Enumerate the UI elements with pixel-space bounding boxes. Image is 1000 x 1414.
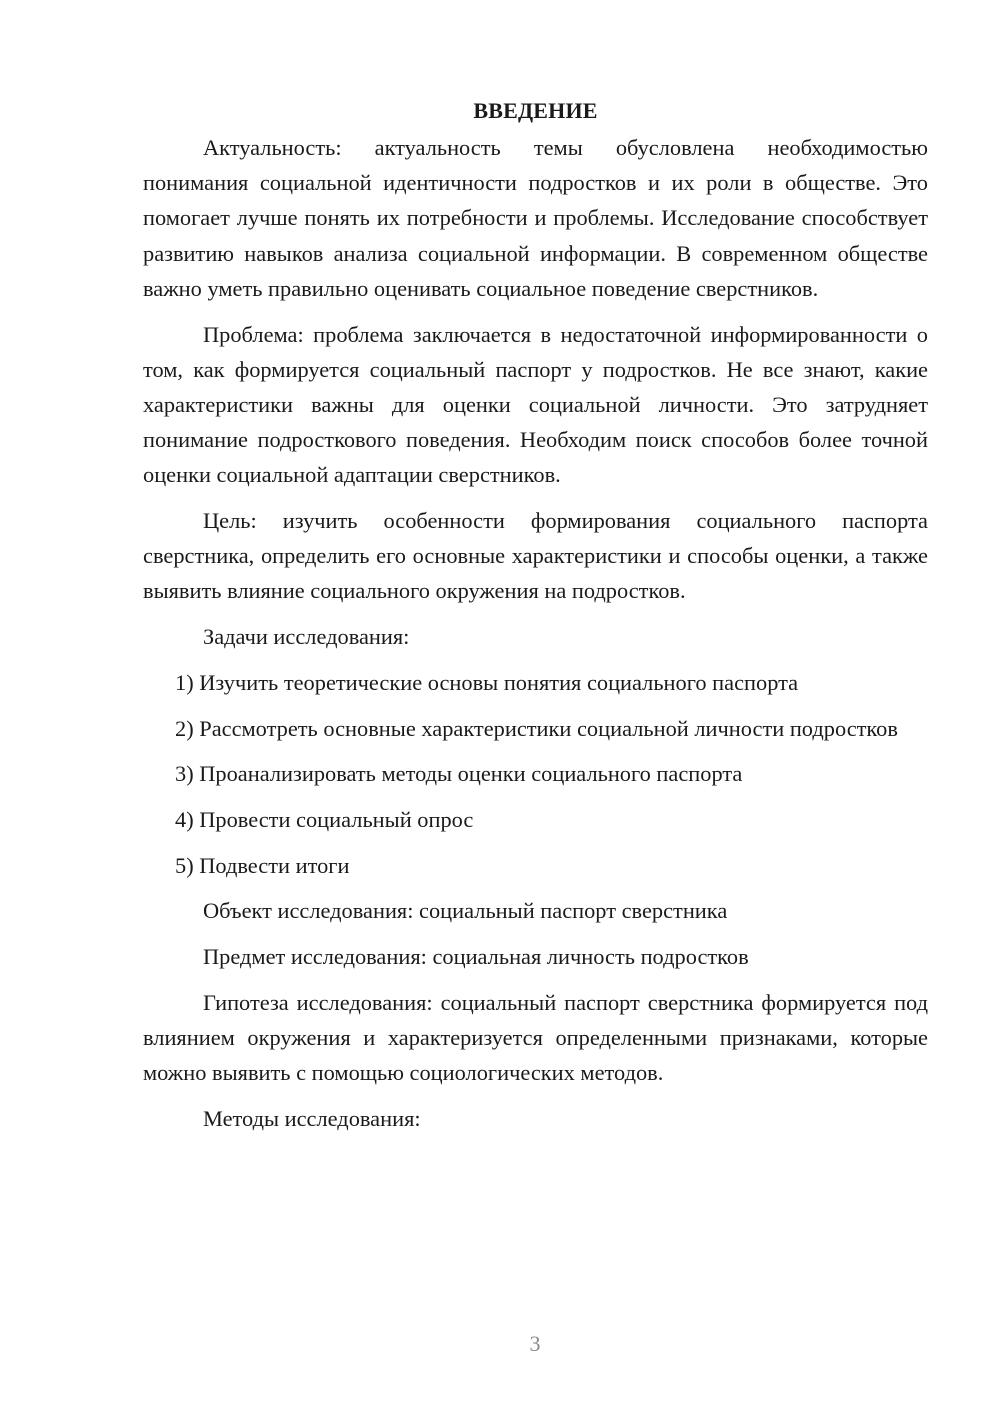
page-title: ВВЕДЕНИЕ (473, 98, 598, 123)
methods-heading: Методы исследования: (203, 1105, 421, 1131)
hypothesis-paragraph: Гипотеза исследования: социальный паспорт сверстника формируется под влиянием окружения и характеризуется определенными признаками, которые можно выявить с помощью социологических методов. (143, 989, 928, 1086)
task-item-4: 4) Провести социальный опрос (175, 806, 474, 832)
subject-line: Предмет исследования: социальная личность подростков (203, 944, 749, 970)
relevance-paragraph: Актуальность: актуальность темы обусловлена необходимостью понимания социальной идентичности подростков и их роли в обществе. Это помогает лучше понять их потребности и проблемы. Исследование способствует развитию навыков анализа социальной информации. В современном обществе важно уметь правильно оценивать социальное поведение сверстников. (143, 135, 928, 301)
page-number: 3 (529, 1331, 541, 1356)
task-item-5: 5) Подвести итоги (175, 852, 350, 878)
task-item-2: 2) Рассмотреть основные характеристики социальной личности подростков (175, 715, 898, 741)
task-item-3: 3) Проанализировать методы оценки социального паспорта (175, 761, 743, 787)
tasks-heading: Задачи исследования: (203, 624, 410, 650)
task-item-1: 1) Изучить теоретические основы понятия социального паспорта (175, 669, 799, 695)
goal-paragraph: Цель: изучить особенности формирования социального паспорта сверстника, определить его основные характеристики и способы оценки, а также выявить влияние социального окружения на подростков. (143, 508, 928, 604)
document-page (143, 96, 928, 1136)
problem-paragraph: Проблема: проблема заключается в недостаточной информированности о том, как формируется социальный паспорт у подростков. Не все знают, какие характеристики важны для оценки социальной личности. Это затрудняет понимание подросткового поведения. Необходим поиск способов более точной оценки социальной адаптации сверстников. (143, 321, 928, 488)
object-line: Объект исследования: социальный паспорт сверстника (203, 898, 728, 924)
